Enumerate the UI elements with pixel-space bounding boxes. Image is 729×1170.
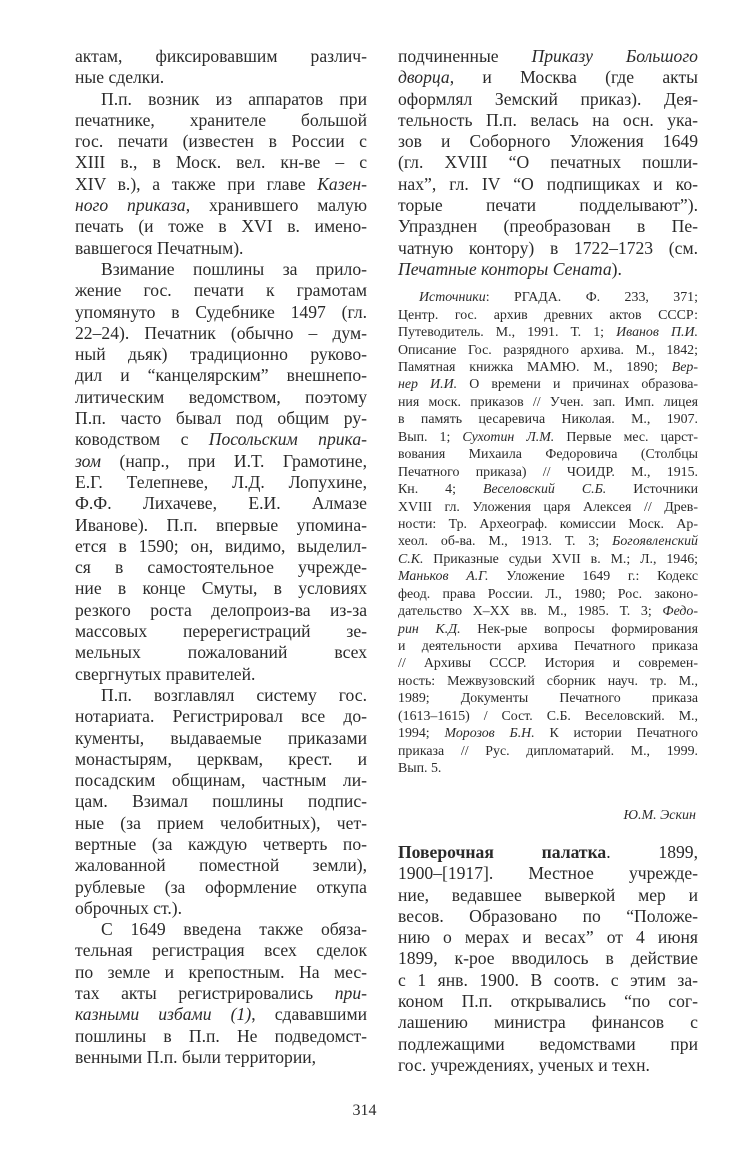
text-run: нию о мерах и весах” от 4 июня <box>398 927 698 948</box>
text-run: : РГАДА. Ф. 233, 371; <box>485 290 698 306</box>
italic-reference: Источники <box>419 290 486 306</box>
text-line <box>398 376 698 393</box>
italic-reference: С.К. <box>398 551 424 567</box>
text-line <box>398 131 698 152</box>
text-run: тельность П.п. велась на осн. ука- <box>398 109 698 130</box>
text-line <box>75 664 367 685</box>
text-run: ность: Межвузовский сборник науч. тр. М., <box>398 673 698 689</box>
text-run: оброчных ст.). <box>75 897 182 918</box>
text-line <box>75 344 367 365</box>
text-run: ности: Тр. Археограф. комиссии Моск. Ар- <box>398 516 698 532</box>
text-line <box>75 642 367 663</box>
text-line <box>398 238 698 259</box>
text-run: ные (за прием челобитных), чет- <box>75 812 367 833</box>
text-run: . 1899, <box>606 842 698 862</box>
text-run: (напр., при И.Т. Грамотине, <box>101 450 367 471</box>
text-line <box>75 855 367 876</box>
text-line <box>75 983 367 1004</box>
text-run: вавшегося Печатным). <box>75 237 244 258</box>
italic-reference: Веселовский С.Б. <box>483 482 607 498</box>
text-run: нах”, гл. IV “О подпищиках и ко- <box>398 173 698 194</box>
italic-reference: Морозов Б.Н. <box>444 726 535 742</box>
paragraph <box>75 259 367 685</box>
text-line <box>398 603 698 620</box>
text-line <box>398 481 698 498</box>
text-run: феод. права России. Л., 1980; Рос. законо- <box>398 586 698 602</box>
text-run: коном П.п. открывались “по сог- <box>398 991 698 1012</box>
paragraph <box>75 685 367 919</box>
text-line <box>75 834 367 855</box>
italic-reference: Вер- <box>671 360 698 376</box>
text-run: гос. учреждениях, ученых и техн. <box>398 1054 650 1075</box>
text-run: с 1 янв. 1900. В соотв. с этим за- <box>398 969 698 990</box>
text-run: П.п. возглавлял систему гос. <box>101 684 367 705</box>
text-run: в память цесаревича Николая. М., 1907. <box>398 412 698 428</box>
text-line <box>75 1026 367 1047</box>
text-line <box>398 342 698 359</box>
text-line <box>75 280 367 301</box>
text-run: 1900–[1917]. Местное учрежде- <box>398 863 698 884</box>
text-line <box>75 451 367 472</box>
paragraph <box>75 46 367 89</box>
text-line <box>398 885 698 906</box>
text-line <box>75 685 367 706</box>
italic-reference: Сухотин Л.М. <box>462 429 555 445</box>
text-line <box>75 940 367 961</box>
text-run: мельных пожалований всех <box>75 642 367 663</box>
text-run: тельная регистрация всех сделок <box>75 940 367 961</box>
text-line <box>398 259 698 280</box>
text-run: // Архивы СССР. История и современ- <box>398 656 698 672</box>
text-line <box>398 174 698 195</box>
text-run: Источники <box>606 482 699 498</box>
text-run: О времени и причинах образова- <box>457 377 699 393</box>
text-line <box>75 110 367 131</box>
text-run: ся в самостоятельное учрежде- <box>75 557 367 578</box>
text-line <box>75 408 367 429</box>
italic-reference: Богоявленский <box>612 534 698 550</box>
text-run: Вып. 5. <box>398 761 442 777</box>
text-run: подлежащими ведомствами при <box>398 1033 698 1054</box>
text-line <box>75 919 367 940</box>
text-run: и деятельности архива Печатного приказа <box>398 639 698 655</box>
text-run: печать (и тоже в XVI в. имено- <box>75 216 367 237</box>
text-run: ные сделки. <box>75 67 165 88</box>
text-run: чатную контору) в 1722–1723 (см. <box>398 237 698 258</box>
text-line <box>398 1034 698 1055</box>
italic-reference: рин К.Д. <box>398 621 461 637</box>
text-run: Описание Гос. разрядного архива. М., 1842; <box>398 342 698 358</box>
text-run: Взимание пошлины за прило- <box>101 258 367 279</box>
text-line <box>398 725 698 742</box>
text-line <box>398 690 698 707</box>
text-run: ). <box>611 258 622 279</box>
text-run: вертные (за каждую четверть по- <box>75 833 367 854</box>
text-line <box>75 152 367 173</box>
text-run: Кн. 4; <box>398 482 484 498</box>
text-run: 1989; Документы Печатного приказа <box>398 691 698 707</box>
text-run: ние, ведавшее выверкой мер и <box>398 884 698 905</box>
text-line <box>398 446 698 463</box>
text-run: XVIII гл. Уложения царя Алексея // Древ- <box>398 499 698 515</box>
text-line <box>75 706 367 727</box>
paragraph <box>398 842 698 1076</box>
text-line <box>398 1055 698 1076</box>
left-column <box>75 46 367 1068</box>
text-line <box>75 302 367 323</box>
italic-reference: Федо- <box>662 604 698 620</box>
italic-reference: зом <box>75 450 101 471</box>
text-run: Иванове). П.п. впервые упомина- <box>75 514 367 535</box>
text-line <box>398 842 698 863</box>
page-number: 314 <box>352 1102 377 1119</box>
text-run: монастырям, церквам, крест. и <box>75 748 367 769</box>
text-run: Упразднен (преобразован в Пе- <box>398 216 698 237</box>
text-line <box>75 429 367 450</box>
italic-reference: при- <box>334 983 367 1004</box>
text-line <box>75 216 367 237</box>
italic-reference: Казен- <box>317 173 367 194</box>
text-run: оформлял Земский приказ). Дея- <box>398 88 698 109</box>
text-run: Памятная книжка МАМЮ. М., 1890; <box>398 360 672 376</box>
sources-block <box>398 289 698 777</box>
text-run: резкого роста делопроиз-ва из-за <box>75 599 367 620</box>
text-line <box>75 89 367 110</box>
text-line <box>75 67 367 88</box>
right-column <box>398 46 698 778</box>
sources-text <box>398 289 698 777</box>
text-line <box>398 655 698 672</box>
text-line <box>75 877 367 898</box>
text-line <box>75 174 367 195</box>
text-run: Е.Г. Телепневе, Л.Д. Лопухине, <box>75 471 367 492</box>
text-line <box>75 493 367 514</box>
text-line <box>398 906 698 927</box>
text-run: (гл. XVIII “О печатных пошли- <box>398 152 698 173</box>
text-run: приказа // Рус. дипломатарий. М., 1999. <box>398 743 698 759</box>
text-line <box>398 516 698 533</box>
text-line <box>75 898 367 919</box>
text-run: ководством с <box>75 429 209 450</box>
text-run: К истории Печатного <box>534 726 698 742</box>
italic-reference: Приказу Большого <box>531 46 698 66</box>
author-signature: Ю.М. Эскин <box>623 808 696 823</box>
italic-reference: Печатные конторы Сената <box>398 258 612 279</box>
text-line <box>398 216 698 237</box>
text-line <box>398 927 698 948</box>
text-line <box>75 1047 367 1068</box>
text-line <box>75 728 367 749</box>
text-line <box>398 568 698 585</box>
text-line <box>75 238 367 259</box>
paragraph <box>75 89 367 259</box>
text-run: печатнике, хранителе большой <box>75 109 367 130</box>
text-run: хеол. об-ва. М., 1913. Т. 3; <box>398 534 613 550</box>
text-line <box>398 464 698 481</box>
italic-reference: казными избами (1) <box>75 1004 252 1025</box>
text-run: Первые мес. царст- <box>554 429 698 445</box>
text-line <box>398 551 698 568</box>
italic-reference: Посольским прика- <box>208 429 367 450</box>
italic-reference: дворца <box>398 67 450 88</box>
text-run: жалованной поместной земли), <box>75 855 367 876</box>
text-run: Приказные судьи XVII в. М.; Л., 1946; <box>423 551 698 567</box>
text-run: Центр. гос. архив древних актов СССР: <box>398 307 698 323</box>
text-line <box>75 195 367 216</box>
text-run: дательство X–XX вв. М., 1985. Т. 3; <box>398 604 663 620</box>
text-run: П.п. возник из аппаратов при <box>101 88 367 109</box>
text-run: Печатного приказа) // ЧОИДР. М., 1915. <box>398 464 698 480</box>
text-run: лашению министра финансов с <box>398 1012 698 1033</box>
text-run: весов. Образовано по “Положе- <box>398 905 698 926</box>
text-run: Нек-рые вопросы формирования <box>460 621 698 637</box>
text-line <box>75 621 367 642</box>
text-run: , сдававшими <box>251 1004 367 1025</box>
text-run: тах акты регистрировались <box>75 983 335 1004</box>
text-line <box>398 46 698 67</box>
text-line <box>398 638 698 655</box>
text-line <box>75 46 367 67</box>
text-line <box>398 533 698 550</box>
text-line <box>75 536 367 557</box>
text-run: пошлины в П.п. Не подведомст- <box>75 1025 367 1046</box>
text-run: ется в 1590; он, видимо, выделил- <box>75 535 367 556</box>
text-line <box>75 813 367 834</box>
text-run: жение гос. печати к грамотам <box>75 280 367 301</box>
text-run: по земле и крепостным. На мес- <box>75 961 367 982</box>
text-run: посадским общинам, частным ли- <box>75 770 367 791</box>
text-line <box>398 708 698 725</box>
text-run: зов и Соборного Уложения 1649 <box>398 131 698 152</box>
text-run: , хранившего малую <box>185 195 367 216</box>
text-line <box>75 259 367 280</box>
text-line <box>75 387 367 408</box>
text-run: Вып. 1; <box>398 429 463 445</box>
text-line <box>75 515 367 536</box>
text-line <box>398 586 698 603</box>
text-line <box>75 962 367 983</box>
text-line <box>398 307 698 324</box>
text-line <box>75 791 367 812</box>
text-run: XIV в.), а также при главе <box>75 173 318 194</box>
text-line <box>75 365 367 386</box>
text-run: свергнутых правителей. <box>75 663 256 684</box>
text-run: актам, фиксировавшим различ- <box>75 46 367 66</box>
text-run: Путеводитель. М., 1991. Т. 1; <box>398 325 617 341</box>
text-line <box>75 323 367 344</box>
text-line <box>398 760 698 777</box>
text-run: 1994; <box>398 726 445 742</box>
text-line <box>75 557 367 578</box>
paragraph <box>398 46 698 280</box>
text-line <box>398 429 698 446</box>
text-line <box>398 673 698 690</box>
italic-reference: ного приказа <box>75 195 186 216</box>
text-run: гос. печати (известен в России с <box>75 131 367 152</box>
text-line <box>398 110 698 131</box>
text-line <box>398 89 698 110</box>
text-run: ние в конце Смуты, в условиях <box>75 578 367 599</box>
text-run: 1899, к-рое вводилось в действие <box>398 948 698 969</box>
text-line <box>398 411 698 428</box>
entry-poverochnaya-palatka <box>398 842 698 1076</box>
text-line <box>398 743 698 760</box>
text-run: Ф.Ф. Лихачеве, Е.И. Алмазе <box>75 493 367 514</box>
text-line <box>398 1012 698 1033</box>
text-line <box>75 600 367 621</box>
italic-reference: нер И.И. <box>398 377 458 393</box>
text-run: , и Москва (где акты <box>449 67 698 88</box>
text-line <box>398 991 698 1012</box>
text-line <box>398 948 698 969</box>
italic-reference: Иванов П.И. <box>616 325 698 341</box>
text-line <box>398 67 698 88</box>
text-line <box>75 131 367 152</box>
text-line <box>398 289 698 306</box>
text-run: подчиненные <box>398 46 532 66</box>
text-line <box>398 394 698 411</box>
text-line <box>75 472 367 493</box>
text-line <box>398 152 698 173</box>
text-run: дил и “канцелярским” внешнепо- <box>75 365 367 386</box>
text-run: ный дьяк) традиционно руково- <box>75 344 367 365</box>
text-line <box>398 195 698 216</box>
text-run: торые печати подделывают”). <box>398 195 698 216</box>
text-run: П.п. часто бывал под общим ру- <box>75 408 367 429</box>
text-run: 22–24). Печатник (обычно – дум- <box>75 322 367 343</box>
text-run: Уложение 1649 г.: Кодекс <box>488 569 698 585</box>
text-line <box>75 749 367 770</box>
text-line <box>75 1004 367 1025</box>
entry-headword: Поверочная палатка <box>398 842 607 862</box>
text-run: XIII в., в Моск. вел. кн-ве – с <box>75 152 367 173</box>
text-line <box>398 621 698 638</box>
text-run: цам. Взимал пошлины подпис- <box>75 791 367 812</box>
paragraph <box>75 919 367 1068</box>
text-line <box>75 770 367 791</box>
text-line <box>398 359 698 376</box>
text-line <box>398 970 698 991</box>
text-run: ния моск. приказов // Учен. зап. Имп. лицея <box>398 394 698 410</box>
text-run: литическим ведомством, поэтому <box>75 386 367 407</box>
text-run: вования Михаила Федоровича (Столбцы <box>398 447 698 463</box>
text-run: рублевые (за оформление откупа <box>75 876 367 897</box>
text-line <box>398 324 698 341</box>
text-run: (1613–1615) / Сост. С.Б. Веселовский. М., <box>398 708 698 724</box>
text-run: С 1649 введена также обяза- <box>101 919 367 940</box>
text-run: упомянуто в Судебнике 1497 (гл. <box>75 301 367 322</box>
text-run: массовых перерегистраций зе- <box>75 621 367 642</box>
text-run: кументы, выдаваемые приказами <box>75 727 367 748</box>
text-line <box>75 578 367 599</box>
text-line <box>398 499 698 516</box>
italic-reference: Маньков А.Г. <box>398 569 489 585</box>
text-run: венными П.п. были территории, <box>75 1046 317 1067</box>
text-run: нотариата. Регистрировал все до- <box>75 706 367 727</box>
text-line <box>398 863 698 884</box>
